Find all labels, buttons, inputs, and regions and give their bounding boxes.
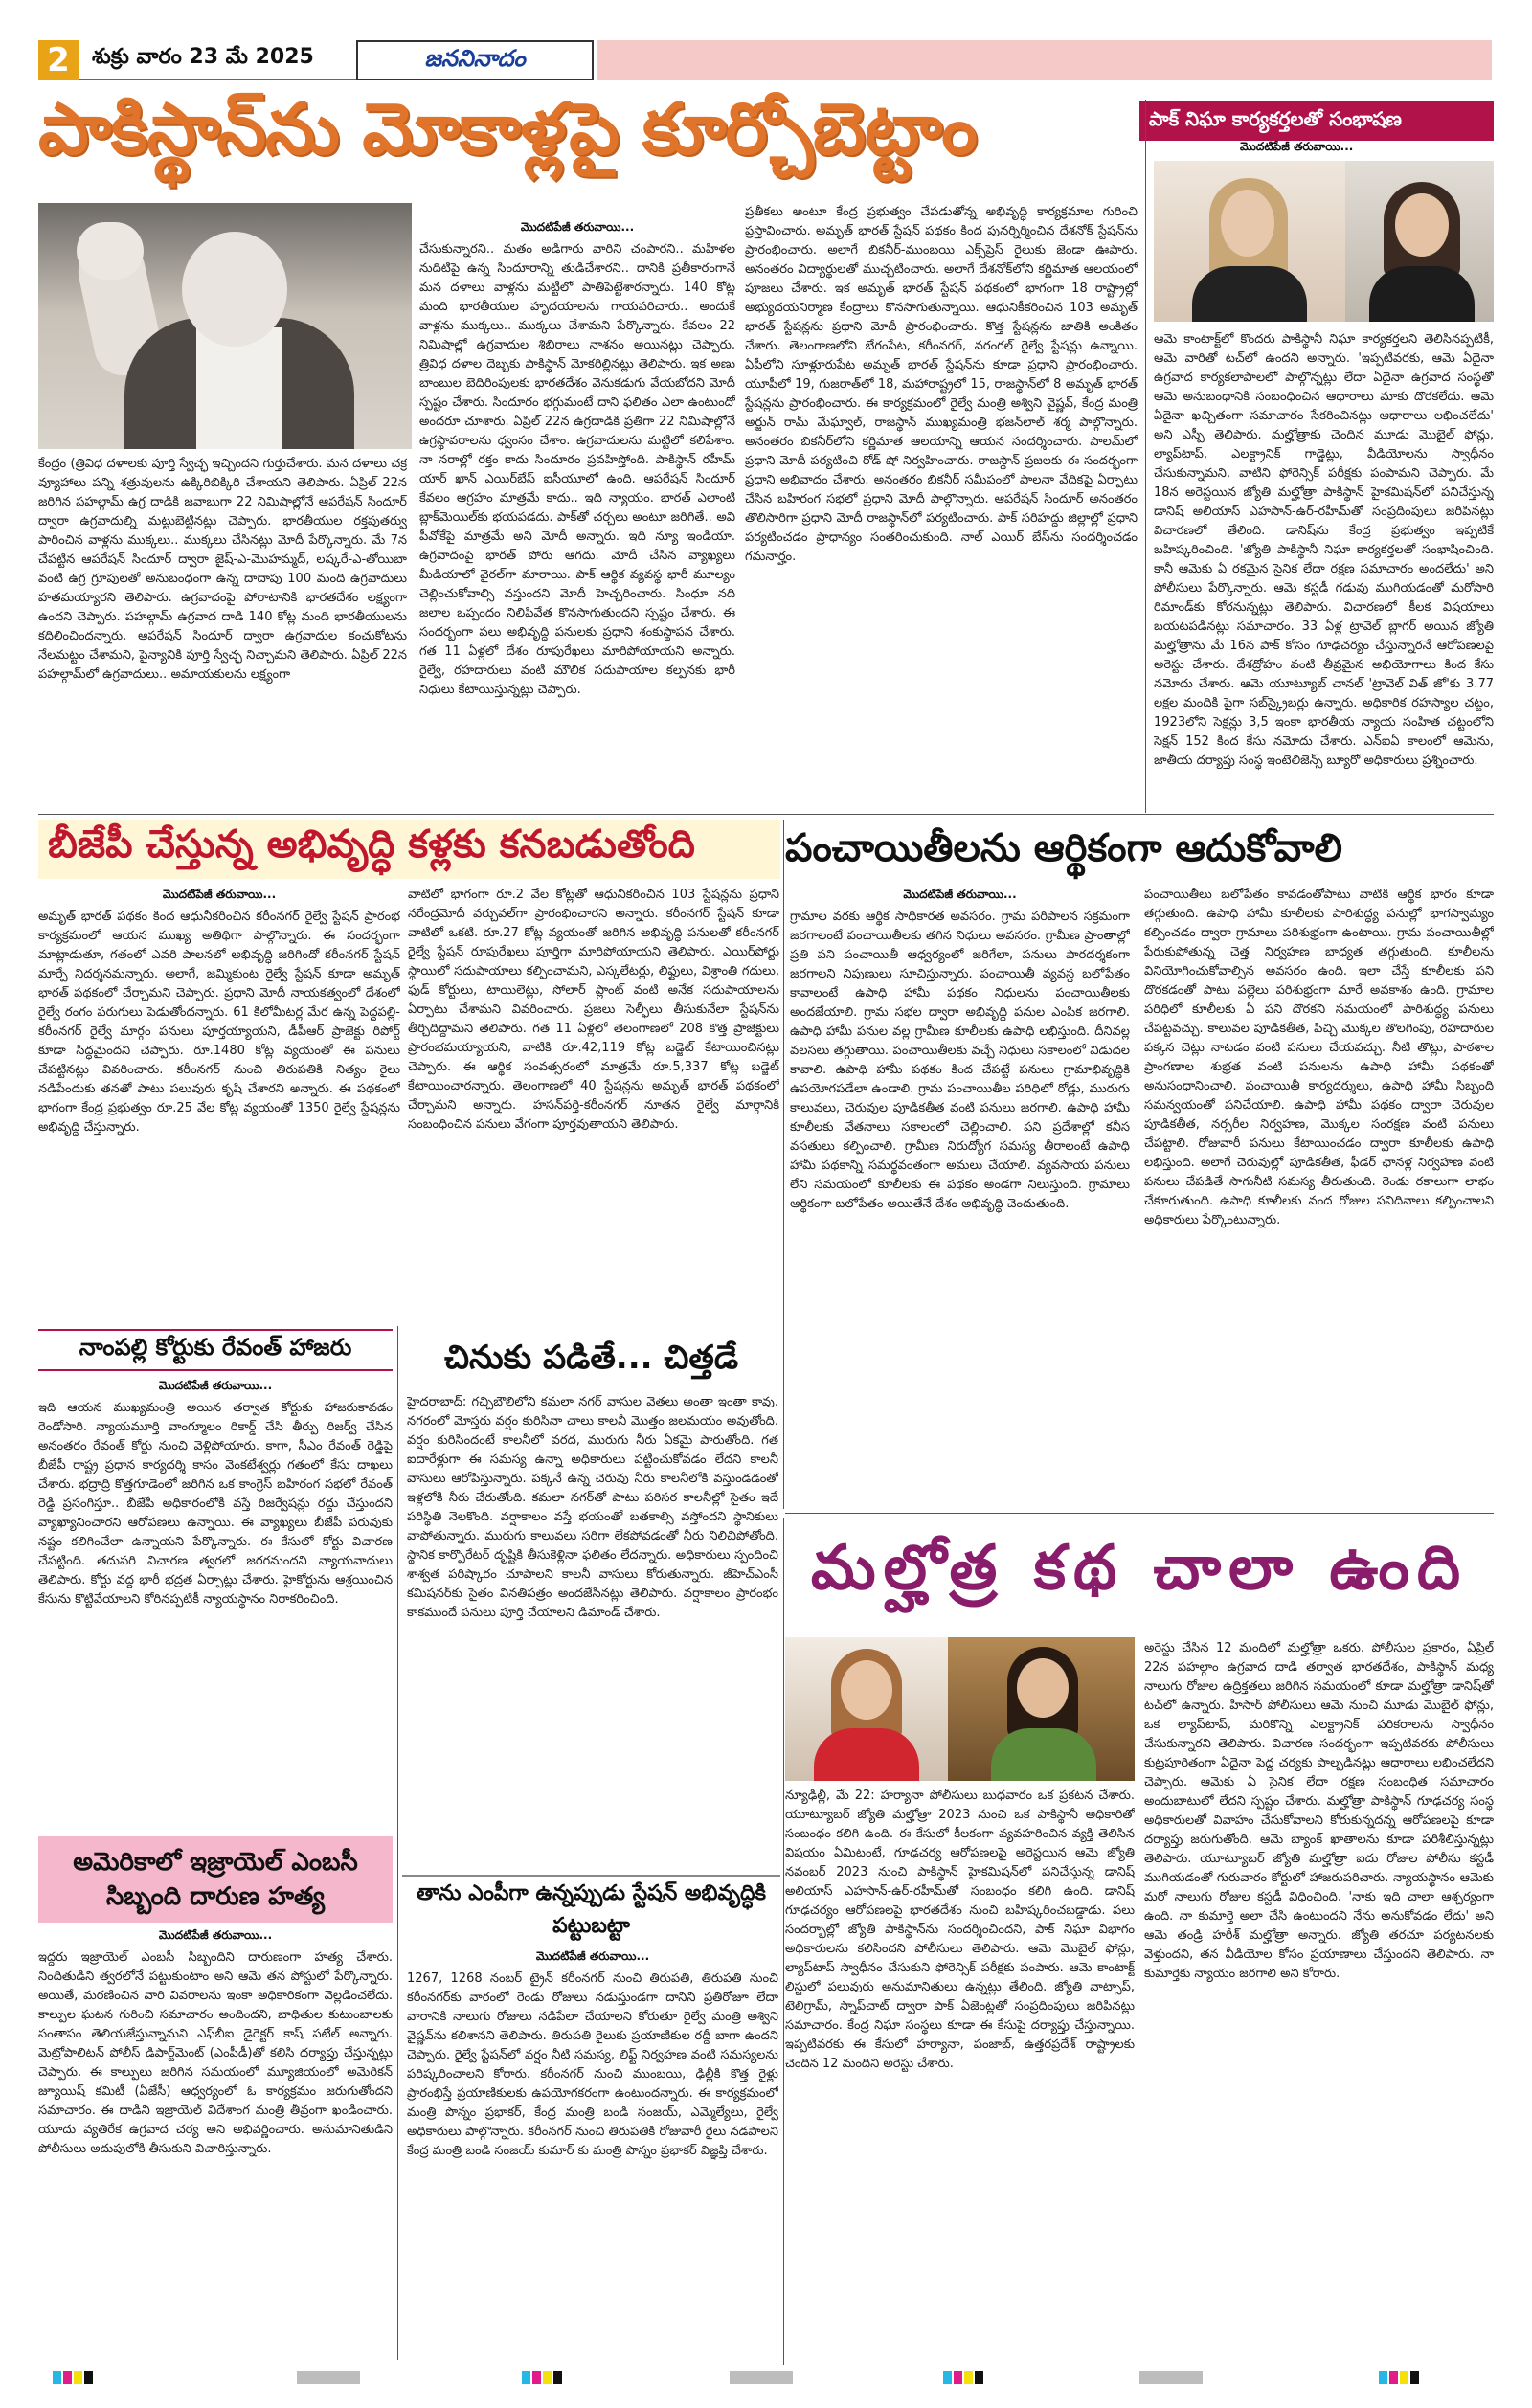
malhotra-photo-2 bbox=[948, 1637, 1135, 1781]
lead-headline: పాకిస్థాన్‌ను మోకాళ్లపై కూర్చోబెట్టాం bbox=[38, 88, 977, 170]
court-byline: మొదటిపేజీ తరువాయి... bbox=[158, 1379, 273, 1392]
column-rule bbox=[783, 1518, 784, 2365]
lead-col-1: కేంద్రం (త్రివిధ దళాలకు పూర్తి స్వేచ్ఛ ఇచ్చిందని గుర్తుచేశారు. మన దళాలు చక్ర వ్యూహాలు పన్ని శత్రువులను ఉక్కిరిబిక్కిరి చేశాయని తెలిపారు. ఏప్రిల్ 22న జరిగిన పహల్గామ్ ఉగ్ర దాడికి జవాబుగా 22 నిమిషాల్లోనే ఆపరేషన్ సిందూర్ ద్వారా ఉగ్రవాదుల్ని మట్టుబెట్టినట్లు చెప్పారు. భారతీయుల రక్తపుతర్వు పారించిన వాళ్లను ముక్కలు.. ముక్కలు చేసినట్లు మోదీ పేర్కొన్నారు. మే 7న చేపట్టిన ఆపరేషన్ సిందూర్ ద్వారా జైష్-ఎ-మొహమ్మద్, లష్కరే-ఎ-తోయిబా వంటి ఉగ్ర గ్రూపులతో అనుబంధంగా ఉన్న దాదాపు 100 మంది ఉగ్రవాదులు హతమయ్యారని తెలిపారు. ఉగ్రవాదంపై పోరాటానికి భారతదేశం లక్ష్యంగా ఉందని చెప్పారు. పహల్గామ్ ఉగ్రవాద దాడి 140 కోట్ల మంది భారతీయులను కదిలించిందన్నారు. ఆపరేషన్ సిందూర్ ద్వారా ఉగ్రవాదుల కంచుకోటను నేలమట్టం చేశామని, పైన్యానికి పూర్తి స్వేచ్ఛ నిచ్చామని తెలిపారు. ఏప్రిల్ 22న పహల్గామ్‌లో ఉగ్రవాదులు.. అమాయకులను లక్ష్యంగా bbox=[38, 457, 407, 682]
registration-marks bbox=[522, 2371, 562, 2384]
lead-byline: మొదటిపేజీ తరువాయి... bbox=[520, 220, 635, 234]
registration-bar bbox=[297, 2371, 360, 2384]
column-rule bbox=[397, 1326, 398, 2360]
side-story-body: ఆమె కాంటాక్ట్‌లో కొందరు పాకిస్థానీ నిఘా కార్యకర్తలని తెలిసినప్పటికీ, ఆమె వారితో టచ్‌లో ఉందని అన్నారు. 'ఇప్పటివరకు, ఆమె ఏదైనా ఉగ్రవాద కార్యకలాపాలలో పాల్గొన్నట్లు లేదా ఏదైనా ఉగ్రవాద సంస్థతో ఆమె అనుబంధానికి సంబంధించిన ఆధారాలు మాకు దొరకలేదు. ఆమె ఏదైనా ఖచ్చితంగా సమాచారం సేకరించినట్లు ఆధారాలు లభించలేదు' అని ఎస్పీ తెలిపారు. మల్హోత్రాకు చెందిన మూడు మొబైల్ ఫోన్లు, ల్యాప్‌టాప్, ఎలక్ట్రానిక్ గాడ్జెట్లు, వీడియోలను స్వాధీనం చేసుకున్నామని, వాటిని ఫోరెన్సిక్ పరీక్షకు పంపామని చెప్పారు. మే 18న అరెస్టయిన జ్యోతి మల్హోత్రా పాకిస్థాన్ హైకమిషన్‌లో పనిచేస్తున్న డానిష్ అలియాస్ ఎహసాన్-ఉర్-రహీమ్‌తో సంప్రదింపులు జరిపినట్లు విచారణలో తేలింది. డానిష్‌ను కేంద్ర ప్రభుత్వం ఇప్పటికే బహిష్కరించింది. 'జ్యోతి పాకిస్థానీ నిఘా కార్యకర్తలతో సంభాషించింది. కానీ ఆమెకు ఏ రకమైన సైనిక లేదా రక్షణ సమాచారం అందలేదు' అని పోలీసులు పేర్కొన్నారు. ఆమె కస్టడీ గడువు ముగియడంతో మరోసారి రిమాండ్‌కు కోరనున్నట్లు తెలిపారు. విచారణలో కీలక విషయాలు బయటపడినట్లు సమాచారం. 33 ఏళ్ల ట్రావెల్ బ్లాగర్ అయిన జ్యోతి మల్హోత్రాను మే 16న పాక్ కోసం గూఢచర్యం చేస్తున్నారనే ఆరోపణలపై అరెస్టు చేశారు. దేశద్రోహం వంటి తీవ్రమైన అభియోగాలు కింద కేసు నమోదు చేశారు. ఆమె యూట్యూబ్ చానల్ 'ట్రావెల్ విత్ జో'కు 3.77 లక్షల మందికి పైగా సబ్‌స్క్రైబర్లు ఉన్నారు. అధికారిక రహస్యాల చట్టం, 1923లోని సెక్షన్లు 3,5 ఇంకా భారతీయ న్యాయ సంహిత చట్టంలోని సెక్షన్ 152 కింద కేసు నమోదు చేశారు. ఎన్‌ఐఏ కాలంలో ఆమెను, జాతీయ దర్యాప్తు సంస్థ ఇంటెలిజెన్స్ బ్యూరో అధికారులు ప్రశ్నించారు. bbox=[1154, 332, 1494, 768]
header-strip bbox=[597, 40, 1492, 80]
pm-speech-photo bbox=[38, 203, 412, 449]
registration-bar bbox=[730, 2371, 793, 2384]
bjp-col-1: మొదటిపేజీ తరువాయి... అమృత్ భారత్ పథకం కింద ఆధునీకరించిన కరీంనగర్ రైల్వే స్టేషన్ ప్రారంభ కార్యక్రమంలో ఆయన ముఖ్య అతిథిగా పాల్గొన్నారు. ఈ సందర్భంగా మాట్లాడుతూ, గతంలో ఎవరి పాలనలో అభివృద్ధి జరిగిందో కరీంనగర్ స్టేషన్ మార్పే నిదర్శనమన్నారు. అలాగే, జమ్మికుంట రైల్వే స్టేషన్ కూడా అమృత్ భారత్ పథకంలో చేర్చామని చెప్పారు. ప్రధాని మోదీ నాయకత్వంలో దేశంలో రైల్వే రంగం పరుగులు పెడుతోందన్నారు. 61 కిలోమీటర్ల మేర ఉన్న పెద్దపల్లి-కరీంనగర్ రైల్వే మార్గం పనులు పూర్తయ్యాయని, డీపీఆర్ ప్రాజెక్టు రిపోర్ట్ కూడా సిద్ధమైందని చెప్పారు. రూ.1480 కోట్ల వ్యయంతో ఈ పనులు చేపట్టినట్లు వివరించారు. కరీంనగర్ నుంచి తిరుపతికి నిత్యం రైలు నడిపేందుకు తనతో పాటు పలువురు కృషి చేశారని అన్నారు. ఈ పథకంలో భాగంగా కేంద్ర ప్రభుత్వం రూ.25 వేల కోట్ల వ్యయంతో 1350 రైల్వే స్టేషన్లను అభివృద్ధి చేస్తున్నారు. bbox=[38, 888, 400, 1135]
israel-headline: అమెరికాలో ఇజ్రాయెల్ ఎంబసీ సిబ్బంది దారుణ హత్య bbox=[38, 1836, 393, 1923]
lead-col-2: మొదటిపేజీ తరువాయి... చేసుకున్నారని.. మతం అడిగారు వారిని చంపారని.. మహిళల నుదిటిపై ఉన్న సిందూరాన్ని తుడిచేశారని.. దానికి ప్రతీకారంగానే మన దళాలు వాళ్లను మట్టిలో పాతిపెట్టేశారన్నారు. 140 కోట్ల మంది భారతీయుల హృదయాలను గాయపరిచారు.. అందుకే వాళ్లను ముక్కలు.. ముక్కలు చేశామని పేర్కొన్నారు. కేవలం 22 నిమిషాల్లో ఉగ్రవాదుల శిబిరాలు నాశనం అయినట్లు చెప్పారు. త్రివిధ దళాల దెబ్బకు పాకిస్థాన్ మోకరిల్లినట్లు తెలిపారు. ఇక అణు బాంబుల బెదిరింపులకు భారతదేశం వెనుకడుగు వేయబోదని మోదీ స్పష్టం చేశారు. సిందూరం భగ్గుమంటే దాని ఫలితం ఎలా ఉంటుందో అందరూ చూశారు. ఏప్రిల్ 22న ఉగ్రదాడికి ప్రతిగా 22 నిమిషాల్లోనే ఉగ్రస్థావరాలను ధ్వంసం చేశాం. ఉగ్రవాదులను మట్టిలో కలిపేశాం. నా నరాల్లో రక్తం కాదు సిందూరం ప్రవహిస్తోంది. పాకిస్థాన్ రహీమ్ యార్ ఖాన్ ఎయిర్‌బేస్ ఐసీయూలో ఉంది. ఆపరేషన్ సిందూర్ కేవలం ఆగ్రహం మాత్రమే కాదు.. ఇది న్యాయం. భారత్ ఎలాంటి బ్లాక్‌మెయిల్‌కు భయపడదు. పాక్‌తో చర్చలు అంటూ జరిగితే.. అవి పీవోకేపై మాత్రమే అని మోదీ అన్నారు. ఇది న్యూ ఇండియా. ఉగ్రవాదంపై భారత్ పోరు ఆగదు. మోదీ చేసిన వ్యాఖ్యలు మీడియాలో వైరల్‌గా మారాయి. పాక్ ఆర్థిక వ్యవస్థ భారీ మూల్యం చెల్లించుకోవాల్సి వస్తుందని మోదీ హెచ్చరించారు. సింధూ నది జలాల ఒప్పందం నిలిపివేత కొనసాగుతుందని స్పష్టం చేశారు. ఈ సందర్భంగా పలు అభివృద్ధి పనులకు ప్రధాని శంకుస్థాపన చేశారు. గత 11 ఏళ్లలో దేశం రూపురేఖలు మారిపోయాయని అన్నారు. రైల్వే, రహదారులు వంటి మౌలిక సదుపాయాల కల్పనకు భారీ నిధులు కేటాయిస్తున్నట్లు చెప్పారు. bbox=[419, 220, 735, 697]
registration-bar bbox=[1139, 2371, 1203, 2384]
station-headline: తాను ఎంపీగా ఉన్నప్పుడు స్టేషన్ అభివృద్ధికి పట్టుబట్టా bbox=[402, 1875, 780, 1944]
rain-body: హైదరాబాద్: గచ్చిబౌలిలోని కమలా నగర్ వాసుల వెతలు అంతా ఇంతా కావు. నగరంలో మోస్తరు వర్షం కురిసినా చాలు కాలనీ మొత్తం జలమయం అవుతోంది. వర్షం కురిసిందంటే కాలనీలో వరద, మురుగు నీరు ఏకమై పారుతోంది. గత ఐదారేళ్లుగా ఈ సమస్య ఉన్నా అధికారులు పట్టించుకోవడం లేదని కాలనీ వాసులు ఆరోపిస్తున్నారు. పక్కనే ఉన్న చెరువు నీరు కాలనీలోకి వస్తుండడంతో ఇళ్లలోకి నీరు చేరుతోంది. కమలా నగర్‌తో పాటు పరిసర కాలనీల్లో సైతం ఇదే పరిస్థితి నెలకొంది. వర్షాకాలం వస్తే భయంతో బతకాల్సి వస్తోందని స్థానికులు వాపోతున్నారు. మురుగు కాలువలు సరిగా లేకపోవడంతో నీరు నిలిచిపోతోంది. స్థానిక కార్పొరేటర్ దృష్టికి తీసుకెళ్లినా ఫలితం లేదన్నారు. అధికారులు స్పందించి శాశ్వత పరిష్కారం చూపాలని కాలనీ వాసులు కోరుతున్నారు. జీహెచ్ఎంసీ కమిషనర్‌కు సైతం వినతిపత్రం అందజేసినట్లు తెలిపారు. వర్షాకాలం ప్రారంభం కాకముందే పనులు పూర్తి చేయాలని డిమాండ్ చేశారు. bbox=[407, 1395, 778, 1620]
station-body: మొదటిపేజీ తరువాయి... 1267, 1268 నంబర్ ట్రైన్ కరీంనగర్ నుంచి తిరుపతి, తిరుపతి నుంచి కరీంనగర్‌కు వారంలో రెండు రోజులు నడుస్తుండగా దానిని ప్రతిరోజూ లేదా వారానికి నాలుగు రోజులు నడిపేలా చేయాలని కోరుతూ రైల్వే మంత్రి అశ్విని వైష్ణవ్‌ను కలిశానని తెలిపారు. తిరుపతి రైలుకు ప్రయాణికుల రద్దీ బాగా ఉందని చెప్పారు. రైల్వే స్టేషన్‌లో వర్షం నీటి సమస్య, లిఫ్ట్ నిర్వహణ వంటి సమస్యలను పరిష్కరించాలని కోరారు. కరీంనగర్ నుంచి ముంబయి, ఢిల్లీకి కొత్త రైళ్లు ప్రారంభిస్తే ప్రయాణికులకు ఉపయోగకరంగా ఉంటుందన్నారు. ఈ కార్యక్రమంలో మంత్రి పొన్నం ప్రభాకర్, కేంద్ర మంత్రి బండి సంజయ్, ఎమ్మెల్యేలు, రైల్వే అధికారులు పాల్గొన్నారు. కరీంనగర్ నుంచి తిరుపతికి రోజువారీ రైలు నడపాలని కేంద్ర మంత్రి బండి సంజయ్ కుమార్ కు మంత్రి పొన్నం ప్రభాకర్ విజ్ఞప్తి చేశారు. bbox=[407, 1949, 778, 2158]
lead-col-3: ప్రతీకలు అంటూ కేంద్ర ప్రభుత్వం చేపడుతోన్న అభివృద్ధి కార్యక్రమాల గురించి ప్రస్తావించారు. అమృత్ భారత్ స్టేషన్ పథకం కింద పునర్నిర్మించిన దేశనోక్ స్టేషన్‌ను ప్రారంభించారు. అలాగే బికనీర్-ముంబయి ఎక్స్‌ప్రెస్ రైలుకు జెండా ఊపారు. అనంతరం విద్యార్థులతో ముచ్చటించారు. అలాగే దేశనోక్‌లోని కర్ణిమాత ఆలయంలో పూజలు చేశారు. ఇక అమృత్ భారత్ స్టేషన్ పథకంలో భాగంగా 18 రాష్ట్రాల్లో అభ్యుదయనిర్మాణ కేంద్రాలు కొనసాగుతున్నాయి. ఆధునికీకరించిన 103 అమృత్ భారత్ స్టేషన్లను ప్రధాని మోదీ ప్రారంభించారు. కొత్త స్టేషన్లను జాతికి అంకితం చేశారు. తెలంగాణలోని బేగంపేట, కరీంనగర్, వరంగల్ రైల్వే స్టేషన్లు ఉన్నాయి. ఏపీలోని సూళ్లూరుపేట అమృత్ భారత్ స్టేషన్‌ను కూడా ప్రధాని ప్రారంభించారు. యూపీలో 19, గుజరాత్‌లో 18, మహారాష్ట్రలో 15, రాజస్థాన్‌లో 8 అమృత్ భారత్ స్టేషన్లను ప్రారంభించారు. ఈ కార్యక్రమంలో రైల్వే మంత్రి అశ్విని వైష్ణవ్, కేంద్ర మంత్రి అర్జున్ రామ్ మేఘ్వాల్, రాజస్థాన్ ముఖ్యమంత్రి భజన్‌లాల్ శర్మ పాల్గొన్నారు. అనంతరం బికనీర్‌లోని కర్ణిమాత ఆలయాన్ని ఆయన సందర్శించారు. పాలమ్‌లో ప్రధాని మోదీ పర్యటించి రోడ్ షో నిర్వహించారు. రాజస్థాన్ ప్రజలకు ఈ సందర్భంగా ప్రధాని అభివాదం చేశారు. అనంతరం బికనీర్ సమీపంలో పాలనా వేదికపై ఏర్పాటు చేసిన బహిరంగ సభలో ప్రధాని మోదీ పాల్గొన్నారు. ఆపరేషన్ సిందూర్ అనంతరం తొలిసారిగా ప్రధాని మోదీ రాజస్థాన్‌లో పర్యటించారు. పాక్ సరిహద్దు జిల్లాల్లో ప్రధాని పర్యటించడం ప్రాధాన్యం సంతరించుకుంది. నాల్ ఎయిర్ బేస్‌ను సందర్శించడం గమనార్హం. bbox=[745, 205, 1138, 564]
side-story-title: పాక్ నిఘా కార్యకర్తలతో సంభాషణ bbox=[1139, 101, 1494, 141]
suspect-photo-2 bbox=[1345, 161, 1494, 322]
section-rule bbox=[785, 1513, 1494, 1514]
station-byline: మొదటిపేజీ తరువాయి... bbox=[535, 1949, 650, 1963]
section-rule bbox=[38, 814, 1494, 815]
registration-marks bbox=[1379, 2371, 1419, 2384]
registration-marks bbox=[53, 2371, 93, 2384]
column-rule bbox=[783, 820, 784, 1509]
malhotra-headline: మల్హోత్ర కథ చాలా ఉంది bbox=[810, 1532, 1469, 1604]
column-rule bbox=[1145, 100, 1146, 813]
suspect-photo-1 bbox=[1154, 161, 1345, 322]
panchayat-headline: పంచాయితీలను ఆర్థికంగా ఆదుకోవాలి bbox=[785, 826, 1342, 870]
israel-body: మొదటిపేజీ తరువాయి... ఇద్దరు ఇజ్రాయెల్ ఎంబసీ సిబ్బందిని దారుణంగా హత్య చేశారు. నిందితుడిని త్వరలోనే పట్టుకుంటాం అని ఆమె తన పోస్టులో పేర్కొన్నారు. అయితే, మరణించిన వారి వివరాలను ఇంకా అధికారికంగా వెల్లడించలేదు. కాల్పుల ఘటన గురించి సమాచారం అందిందని, బాధితుల కుటుంబాలకు సంతాపం తెలియజేస్తున్నామని ఎఫ్‌బీఐ డైరెక్టర్ కాష్ పటేల్ అన్నారు. మెట్రోపాలిటన్ పోలీస్ డిపార్ట్‌మెంట్ (ఎంపీడీ)తో కలిసి దర్యాప్తు చేస్తున్నట్లు చెప్పారు. ఈ కాల్పులు జరిగిన సమయంలో మ్యూజియంలో అమెరికన్ జ్యూయిష్ కమిటీ (ఏజేసీ) ఆధ్వర్యంలో ఓ కార్యక్రమం జరుగుతోందని సమాచారం. ఈ దాడిని ఇజ్రాయెల్ విదేశాంగ మంత్రి తీవ్రంగా ఖండించారు. యూదు వ్యతిరేక ఉగ్రవాద చర్య అని అభివర్ణించారు. అనుమానితుడిని పోలీసులు అదుపులోకి తీసుకుని విచారిస్తున్నారు. bbox=[38, 1928, 393, 2156]
bjp-headline: బీజేపీ చేస్తున్న అభివృద్ధి కళ్లకు కనబడుతోంది bbox=[38, 820, 780, 879]
masthead-bar bbox=[38, 40, 1492, 80]
malhotra-col-2: అరెస్టు చేసిన 12 మందిలో మల్హోత్రా ఒకరు. పోలీసుల ప్రకారం, ఏప్రిల్ 22న పహల్గాం ఉగ్రవాద దాడి తర్వాత భారతదేశం, పాకిస్థాన్ మధ్య నాలుగు రోజుల ఉద్రిక్తతలు జరిగిన సమయంలో కూడా మల్హోత్రా డానిష్‌తో టచ్‌లో ఉన్నారు. హిసార్ పోలీసులు ఆమె నుంచి మూడు మొబైల్ ఫోన్లు, ఒక ల్యాప్‌టాప్, మరికొన్ని ఎలక్ట్రానిక్ పరికరాలను స్వాధీనం చేసుకున్నారని తెలిపారు. విచారణ సందర్భంగా ఇప్పటివరకు పోలీసులు కుట్రపూరితంగా ఏదైనా పెద్ద చర్యకు పాల్పడినట్లు ఆధారాలు లభించలేదని చెప్పారు. ఆమెకు ఏ సైనిక లేదా రక్షణ సంబంధిత సమాచారం అందుబాటులో లేదని స్పష్టం చేశారు. మల్హోత్రా పాకిస్థాన్ గూఢచర్య సంస్థ అధికారులతో వివాహం చేసుకోవాలని కోరుకున్నదన్న ఆరోపణలపై కూడా దర్యాప్తు జరుగుతోంది. ఆమె బ్యాంక్ ఖాతాలను కూడా పరిశీలిస్తున్నట్లు తెలిపారు. యూట్యూబర్ జ్యోతి మల్హోత్రా ఐదు రోజుల పోలీసు కస్టడీ ముగియడంతో గురువారం కోర్టులో హాజరుపరిచారు. న్యాయస్థానం ఆమెకు మరో నాలుగు రోజుల కస్టడీ విధించింది. 'నాకు ఇది చాలా ఆశ్చర్యంగా ఉంది. నా కుమార్తె అలా చేసి ఉంటుందని నేను అనుకోవడం లేదు' అని ఆమె తండ్రి హరీశ్ మల్హోత్రా అన్నారు. జ్యోతి తరచూ పర్యటనలకు వెళ్తుందని, తన వీడియోల కోసం ప్రయాణాలు చేస్తుందని తెలిపారు. నా కుమార్తెకు న్యాయం జరగాలి అని కోరారు. bbox=[1144, 1641, 1494, 1981]
page-number: 2 bbox=[38, 40, 79, 80]
issue-date: శుక్రు వారం 23 మే 2025 bbox=[79, 40, 356, 80]
rain-headline: చినుకు పడితే... చిత్తడే bbox=[443, 1340, 739, 1377]
bjp-byline: మొదటిపేజీ తరువాయి... bbox=[162, 888, 277, 901]
court-headline: నాంపల్లి కోర్టుకు రేవంత్ హాజరు bbox=[38, 1329, 393, 1371]
side-story-byline: మొదటిపేజీ తరువాయి... bbox=[1240, 140, 1354, 153]
court-body: మొదటిపేజీ తరువాయి... ఇది ఆయన ముఖ్యమంత్రి అయిన తర్వాత కోర్టుకు హాజరుకావడం రెండోసారి. న్యాయమూర్తి వాంగ్మూలం రికార్డ్ చేసి తీర్పు రిజర్వ్ చేసిన అనంతరం రేవంత్ కోర్టు నుంచి వెళ్లిపోయారు. కాగా, సీఎం రేవంత్ రెడ్డిపై బీజేపీ రాష్ట్ర ప్రధాన కార్యదర్శి కాసం వెంకటేశ్వర్లు గతంలో కేసు దాఖలు చేశారు. భద్రాద్రి కొత్తగూడెంలో జరిగిన ఒక కాంగ్రెస్ బహిరంగ సభలో రేవంత్ రెడ్డి ప్రసంగిస్తూ.. బీజేపీ అధికారంలోకి వస్తే రిజర్వేషన్లు రద్దు చేస్తుందని వ్యాఖ్యానించారని ఆరోపణలు ఉన్నాయి. ఈ వ్యాఖ్యలు బీజేపీ పరువుకు నష్టం కలిగించేలా ఉన్నాయని పేర్కొన్నారు. ఈ కేసులో కోర్టు విచారణ చేపట్టింది. తదుపరి విచారణ త్వరలో జరగనుందని న్యాయవాదులు తెలిపారు. కోర్టు వద్ద భారీ భద్రత ఏర్పాట్లు చేశారు. హైకోర్టును ఆశ్రయించిన కేసును కొట్టివేయాలని కోరినప్పటికీ న్యాయస్థానం నిరాకరించింది. bbox=[38, 1379, 393, 1607]
panchayat-col-2: పంచాయితీలు బలోపేతం కావడంతోపాటు వాటికి ఆర్థిక భారం కూడా తగ్గుతుంది. ఉపాధి హామీ కూలీలకు పారిశుద్ధ్య పనుల్లో భాగస్వామ్యం కల్పించడం ద్వారా గ్రామాలు పరిశుభ్రంగా ఉంటాయి. గ్రామ పంచాయితీల్లో పేరుకుపోతున్న చెత్త నిర్వహణ బాధ్యత తగ్గుతుంది. కూలీలను వినియోగించుకోవాల్సిన అవసరం ఉంది. ఇలా చేస్తే కూలీలకు పని దొరకడంతో పాటు పల్లెలు పరిశుభ్రంగా మారే అవకాశం ఉంది. గ్రామాల పరిధిలో కూలీలకు ఏ పని దొరకని సమయంలో పారిశుద్ధ్య పనులు చేపట్టవచ్చు. కాలువల పూడికతీత, పిచ్చి మొక్కల తొలగింపు, రహదారుల పక్కన చెట్లు నాటడం వంటి పనులు చేయవచ్చు. నీటి తొట్లు, పాఠశాల ప్రాంగణాల శుభ్రత వంటి పనులను ఉపాధి హామీ పథకంతో అనుసంధానించాలి. పంచాయితీ కార్యదర్శులు, ఉపాధి హామీ సిబ్బంది సమన్వయంతో పనిచేయాలి. ఉపాధి హామీ పథకం ద్వారా చెరువుల పూడికతీత, నర్సరీల నిర్వహణ, మొక్కల సంరక్షణ వంటి పనులు చేపట్టాలి. రోజువారీ పనులు కేటాయించడం ద్వారా కూలీలకు ఉపాధి లభిస్తుంది. అలాగే చెరువుల్లో పూడికతీత, ఫీడర్ ఛానళ్ల నిర్వహణ వంటి పనులు చేపడితే సాగునీటి సమస్య తీరుతుంది. రెండు రకాలుగా లాభం చేకూరుతుంది. ఉపాధి కూలీలకు వంద రోజుల పనిదినాలు కల్పించాలని అధికారులు పేర్కొంటున్నారు. bbox=[1144, 888, 1494, 1227]
israel-byline: మొదటిపేజీ తరువాయి... bbox=[158, 1928, 273, 1942]
panchayat-byline: మొదటిపేజీ తరువాయి... bbox=[903, 888, 1017, 901]
malhotra-col-1: న్యూఢిల్లీ, మే 22: హర్యానా పోలీసులు బుధవారం ఒక ప్రకటన చేశారు. యూట్యూబర్ జ్యోతి మల్హోత్రా 2023 నుంచి ఒక పాకిస్థానీ అధికారితో సంబంధం కలిగి ఉంది. ఈ కేసులో కీలకంగా వ్యవహరించిన వ్యక్తి తెలిసిన విషయం ఏమిటంటే, గూఢచర్య ఆరోపణలపై అరెస్టయిన ఆమె జ్యోతి నవంబర్ 2023 నుంచి పాకిస్థాన్ హైకమిషన్‌లో పనిచేస్తున్న డానిష్ అలియాస్ ఎహసాన్-ఉర్-రహీమ్‌తో సంబంధం కలిగి ఉంది. డానిష్ గూఢచర్యం ఆరోపణలపై భారతదేశం నుంచి బహిష్కరించబడ్డాడు. పలు సందర్భాల్లో జ్యోతి పాకిస్థాన్‌ను సందర్శించిందని, పాక్ నిఘా విభాగం అధికారులను కలిసిందని పోలీసులు తెలిపారు. ఆమె మొబైల్ ఫోన్లు, ల్యాప్‌టాప్ స్వాధీనం చేసుకుని ఫోరెన్సిక్ పరీక్షకు పంపారు. ఆమె కాంటాక్ట్ లిస్టులో పలువురు అనుమానితులు ఉన్నట్లు తేలింది. జ్యోతి వాట్సాప్, టెలిగ్రామ్, స్నాప్‌చాట్ ద్వారా పాక్ ఏజెంట్లతో సంప్రదింపులు జరిపినట్లు సమాచారం. కేంద్ర నిఘా సంస్థలు కూడా ఈ కేసుపై దర్యాప్తు చేస్తున్నాయి. ఇప్పటివరకు ఈ కేసులో హర్యానా, పంజాబ్, ఉత్తరప్రదేశ్ రాష్ట్రాలకు చెందిన 12 మందిని అరెస్టు చేశారు. bbox=[785, 1789, 1135, 2071]
bjp-col-2: వాటిలో భాగంగా రూ.2 వేల కోట్లతో ఆధునికరించిన 103 స్టేషన్లను ప్రధాని నరేంద్రమోదీ వర్చువల్‌గా ప్రారంభించారని అన్నారు. కరీంనగర్ స్టేషన్ కూడా వాటిలో ఒకటి. రూ.27 కోట్ల వ్యయంతో జరిగిన అభివృద్ధి పనులతో కరీంనగర్ రైల్వే స్టేషన్ రూపురేఖలు పూర్తిగా మారిపోయాయని తెలిపారు. ఎయిర్‌పోర్టు స్థాయిలో సదుపాయాలు కల్పించామని, ఎస్కలేటర్లు, లిఫ్టులు, విశ్రాంతి గదులు, ఫుడ్ కోర్టులు, టాయిలెట్లు, సోలార్ ప్లాంట్ వంటి అనేక సదుపాయాలను ఏర్పాటు చేశామని వివరించారు. ప్రజలు సెల్ఫీలు తీసుకునేలా స్టేషన్‌ను తీర్చిదిద్దామని తెలిపారు. గత 11 ఏళ్లలో తెలంగాణలో 208 కొత్త ప్రాజెక్టులు ప్రారంభమయ్యాయని, వాటికి రూ.42,119 కోట్ల బడ్జెట్ కేటాయించినట్లు చెప్పారు. ఈ ఆర్థిక సంవత్సరంలో మాత్రమే రూ.5,337 కోట్ల బడ్జెట్ కేటాయించారన్నారు. తెలంగాణలో 40 స్టేషన్లను అమృత్ భారత్ పథకంలో చేర్చామని అన్నారు. హసన్‌పర్తి-కరీంనగర్ నూతన రైల్వే మార్గానికి సంబంధించిన పనులు వేగంగా పూర్తవుతాయని తెలిపారు. bbox=[408, 888, 779, 1132]
malhotra-photo-1 bbox=[785, 1637, 948, 1781]
panchayat-col-1: మొదటిపేజీ తరువాయి... గ్రామాల వరకు ఆర్థిక సాధికారత అవసరం. గ్రామ పరిపాలన సక్రమంగా జరగాలంటే పంచాయితీలకు తగిన నిధులు అవసరం. గ్రామీణ ప్రాంతాల్లో ప్రతి పని పంచాయితీ ఆధ్వర్యంలో జరిగేలా, పనులు పారదర్శకంగా జరగాలని నిపుణులు సూచిస్తున్నారు. పంచాయితీ వ్యవస్థ బలోపేతం కావాలంటే ఉపాధి హామీ పథకం నిధులను పంచాయితీలకు అందజేయాలి. గ్రామ సభల ద్వారా అభివృద్ధి పనుల ఎంపిక జరగాలి. ఉపాధి హామీ పనుల వల్ల గ్రామీణ కూలీలకు ఉపాధి లభిస్తుంది. దీనివల్ల వలసలు తగ్గుతాయి. పంచాయితీలకు వచ్చే నిధులు సకాలంలో విడుదల కావాలి. ఉపాధి హామీ పథకం కింద చేపట్టే పనులు గ్రామాభివృద్ధికి ఉపయోగపడేలా ఉండాలి. గ్రామ పంచాయితీల పరిధిలో రోడ్లు, మురుగు కాలువలు, చెరువుల పూడికతీత వంటి పనులు జరగాలి. ఉపాధి హామీ కూలీలకు వేతనాలు సకాలంలో చెల్లించాలి. పని ప్రదేశాల్లో కనీస వసతులు కల్పించాలి. గ్రామీణ నిరుద్యోగ సమస్య తీరాలంటే ఉపాధి హామీ పథకాన్ని సమర్థవంతంగా అమలు చేయాలి. వ్యవసాయ పనులు లేని సమయంలో కూలీలకు ఈ పథకం అండగా నిలుస్తుంది. గ్రామాలు ఆర్థికంగా బలోపేతం అయితేనే దేశం అభివృద్ధి చెందుతుంది. bbox=[790, 888, 1130, 1211]
paper-name: జననినాదం bbox=[356, 40, 594, 80]
registration-marks bbox=[943, 2371, 983, 2384]
